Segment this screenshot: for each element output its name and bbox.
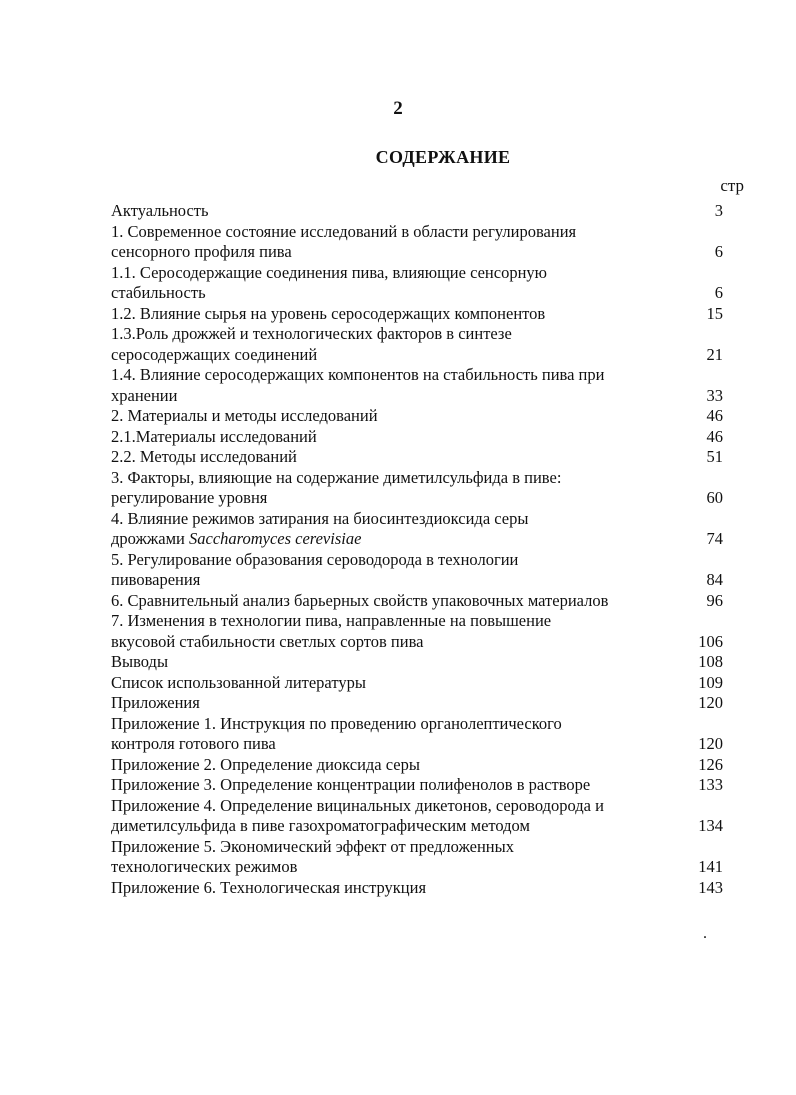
toc-entry-title bbox=[111, 775, 686, 796]
toc-entry-line: Приложение 4. Определение вицинальных дикетонов, сероводорода и bbox=[111, 795, 604, 815]
toc-entry-line: вкусовой стабильности светлых сортов пива bbox=[111, 631, 424, 651]
toc-entry-page: 96 bbox=[706, 590, 723, 610]
toc-entry-line: Приложение 2. Определение диоксида серы bbox=[111, 754, 420, 774]
toc-entry-title bbox=[111, 324, 686, 365]
page-title: СОДЕРЖАНИЕ bbox=[375, 147, 511, 167]
toc-entry bbox=[111, 201, 741, 222]
toc-entry-line: сенсорного профиля пива bbox=[111, 242, 292, 261]
toc-entry-line: 1.2. Влияние сырья на уровень серосодержащих компонентов bbox=[111, 303, 546, 323]
toc-entry-line: контроля готового пива bbox=[111, 734, 276, 753]
toc-entry-line: технологических режимов bbox=[111, 857, 298, 876]
toc-entry-page: 134 bbox=[698, 816, 723, 835]
toc-entry-title bbox=[111, 427, 686, 448]
toc-entry bbox=[111, 611, 741, 652]
toc-entry-line: хранении bbox=[111, 385, 178, 405]
toc-entry bbox=[111, 837, 741, 878]
trailing-mark: . bbox=[703, 925, 707, 942]
toc-entry-title bbox=[111, 509, 686, 550]
toc-entry bbox=[111, 406, 741, 427]
toc-entry bbox=[111, 878, 741, 899]
toc-entry-line: 5. Регулирование образования сероводорода в технологии bbox=[111, 549, 519, 569]
toc-entry-line: 1.1. Серосодержащие соединения пива, влияющие сенсорную bbox=[111, 262, 547, 282]
toc-entry-page: 15 bbox=[706, 303, 723, 323]
table-of-contents bbox=[111, 201, 741, 898]
toc-entry-title bbox=[111, 406, 686, 427]
toc-entry-page: 6 bbox=[714, 242, 723, 261]
toc-entry-page: 33 bbox=[706, 385, 723, 405]
species-name: Saccharomyces cerevisiae bbox=[184, 529, 362, 548]
toc-entry-line: пивоварения bbox=[111, 570, 201, 589]
toc-entry-page: 46 bbox=[706, 426, 723, 446]
toc-entry-line: 1.3.Роль дрожжей и технологических факторов в синтезе bbox=[111, 324, 512, 343]
toc-entry-line: 2. Материалы и методы исследований bbox=[111, 406, 378, 425]
toc-entry-line: Актуальность bbox=[111, 201, 209, 220]
toc-entry-page: 60 bbox=[706, 488, 723, 507]
toc-entry-line: Приложение 3. Определение концентрации полифенолов в растворе bbox=[111, 775, 591, 794]
toc-entry-line: 3. Факторы, влияющие на содержание диметилсульфида в пиве: bbox=[111, 467, 562, 487]
toc-entry bbox=[111, 365, 741, 406]
toc-entry-page: 120 bbox=[698, 734, 723, 753]
toc-entry-line: 1.4. Влияние серосодержащих компонентов на стабильность пива при bbox=[111, 365, 605, 384]
toc-entry-title bbox=[111, 304, 686, 325]
toc-entry-page: 106 bbox=[698, 631, 723, 651]
toc-entry-title bbox=[111, 550, 686, 591]
toc-entry-title bbox=[111, 714, 686, 755]
toc-entry-page: 141 bbox=[698, 857, 723, 876]
toc-entry bbox=[111, 591, 741, 612]
toc-entry-title bbox=[111, 837, 686, 878]
toc-entry-page: 21 bbox=[706, 344, 723, 364]
toc-entry bbox=[111, 427, 741, 448]
toc-entry-line: Приложение 6. Технологическая инструкция bbox=[111, 877, 427, 897]
toc-entry-title bbox=[111, 201, 686, 222]
toc-entry-page: 74 bbox=[706, 529, 723, 548]
toc-entry-line: диметилсульфида в пиве газохроматографическим методом bbox=[111, 816, 530, 835]
toc-entry-line: 6. Сравнительный анализ барьерных свойств упаковочных материалов bbox=[111, 590, 609, 610]
toc-entry bbox=[111, 796, 741, 837]
toc-entry-page: 109 bbox=[698, 672, 723, 692]
toc-entry-line: Выводы bbox=[111, 652, 169, 671]
toc-entry-line: 4. Влияние режимов затирания на биосинтездиоксида серы bbox=[111, 508, 529, 528]
toc-entry-title bbox=[111, 263, 686, 304]
toc-entry bbox=[111, 775, 741, 796]
toc-entry-title bbox=[111, 591, 686, 612]
toc-entry-line: серосодержащих соединений bbox=[111, 344, 318, 364]
toc-entry-page: 46 bbox=[706, 406, 723, 425]
toc-entry-line: Приложения bbox=[111, 693, 200, 712]
toc-entry-title bbox=[111, 652, 686, 673]
toc-entry bbox=[111, 550, 741, 591]
toc-entry-page: 108 bbox=[698, 652, 723, 671]
toc-entry-title bbox=[111, 365, 686, 406]
toc-entry-line: 2.1.Материалы исследований bbox=[111, 426, 317, 446]
toc-entry-title bbox=[111, 878, 686, 899]
toc-entry-title bbox=[111, 755, 686, 776]
toc-entry-page: 120 bbox=[698, 693, 723, 712]
page-number: 2 bbox=[393, 98, 403, 119]
toc-entry-title bbox=[111, 796, 686, 837]
toc-entry bbox=[111, 324, 741, 365]
toc-entry-title bbox=[111, 611, 686, 652]
toc-entry-line: 2.2. Методы исследований bbox=[111, 447, 297, 466]
toc-entry bbox=[111, 304, 741, 325]
toc-entry bbox=[111, 714, 741, 755]
toc-entry-page: 126 bbox=[698, 754, 723, 774]
toc-entry bbox=[111, 693, 741, 714]
toc-entry-line: дрожжами Saccharomyces cerevisiae bbox=[111, 529, 362, 548]
toc-entry bbox=[111, 468, 741, 509]
toc-entry-page: 6 bbox=[714, 283, 723, 302]
toc-entry bbox=[111, 673, 741, 694]
page-column-label: стр bbox=[720, 176, 744, 195]
toc-entry-title bbox=[111, 222, 686, 263]
toc-entry-line: регулирование уровня bbox=[111, 488, 268, 507]
toc-entry-line: 7. Изменения в технологии пива, направленные на повышение bbox=[111, 611, 552, 630]
toc-entry-page: 51 bbox=[706, 447, 723, 466]
toc-entry-title bbox=[111, 468, 686, 509]
toc-entry-line: Приложение 1. Инструкция по проведению органолептического bbox=[111, 713, 562, 733]
toc-entry bbox=[111, 263, 741, 304]
toc-entry-line: Приложение 5. Экономический эффект от предложенных bbox=[111, 836, 514, 856]
toc-entry-line: 1. Современное состояние исследований в области регулирования bbox=[111, 221, 577, 241]
toc-entry bbox=[111, 652, 741, 673]
toc-entry-title bbox=[111, 693, 686, 714]
toc-entry-page: 143 bbox=[698, 877, 723, 897]
toc-entry-page: 84 bbox=[706, 570, 723, 589]
toc-entry bbox=[111, 509, 741, 550]
toc-entry-page: 133 bbox=[698, 775, 723, 794]
toc-entry-line: Список использованной литературы bbox=[111, 672, 366, 692]
toc-entry bbox=[111, 222, 741, 263]
toc-entry-title bbox=[111, 673, 686, 694]
toc-entry bbox=[111, 755, 741, 776]
toc-entry bbox=[111, 447, 741, 468]
toc-entry-line: стабильность bbox=[111, 283, 206, 302]
toc-entry-title bbox=[111, 447, 686, 468]
toc-entry-page: 3 bbox=[714, 201, 723, 220]
